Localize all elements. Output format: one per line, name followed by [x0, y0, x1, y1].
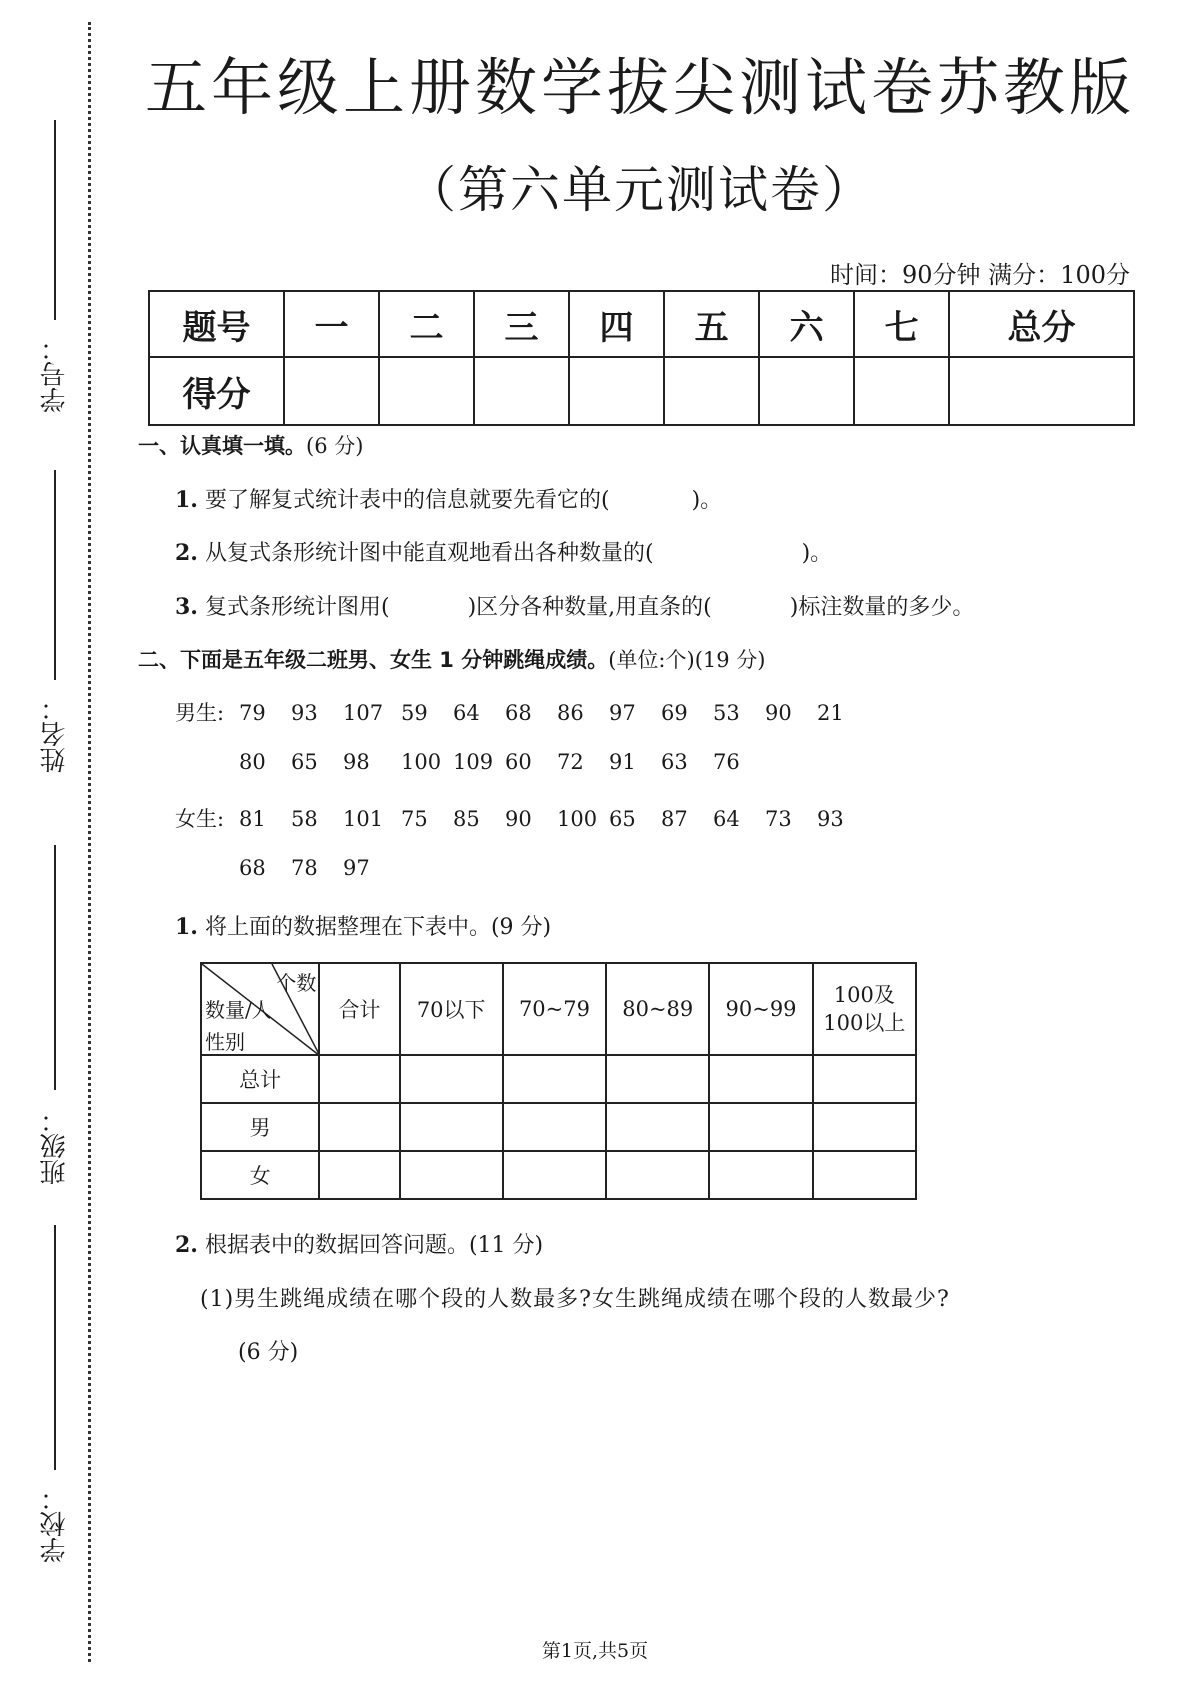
name-label: 姓名： — [40, 695, 70, 773]
score-header-cell: 三 — [474, 291, 569, 357]
data-value: 109 — [453, 750, 494, 774]
data-value: 73 — [765, 807, 792, 831]
data-value: 90 — [505, 807, 532, 831]
section-2-title: 二、下面是五年级二班男、女生 1 分钟跳绳成绩。 — [138, 648, 609, 672]
score-input-cell[interactable] — [759, 357, 854, 425]
tally-row — [201, 1055, 916, 1103]
tally-input-cell[interactable] — [503, 1151, 606, 1199]
tally-table — [200, 962, 917, 1200]
question-1-2 — [175, 536, 832, 567]
data-value: 93 — [291, 701, 318, 725]
question-text: 从复式条形统计图中能直观地看出各种数量的( — [204, 541, 654, 566]
score-header-row — [149, 291, 1134, 357]
tally-input-cell[interactable] — [319, 1103, 399, 1151]
score-input-cell[interactable] — [949, 357, 1134, 425]
data-value: 64 — [453, 701, 480, 725]
data-value: 98 — [343, 750, 370, 774]
tally-input-cell[interactable] — [606, 1103, 709, 1151]
girls-data-row-1 — [175, 803, 857, 833]
score-input-cell[interactable] — [664, 357, 759, 425]
question-text: (1)男生跳绳成绩在哪个段的人数最多?女生跳绳成绩在哪个段的人数最少? — [200, 1287, 950, 1312]
question-number: 3. — [175, 594, 198, 620]
tally-input-cell[interactable] — [709, 1103, 812, 1151]
data-value: 60 — [505, 750, 532, 774]
question-number: 1. — [175, 914, 198, 940]
col-header-line: 100及 — [833, 983, 895, 1007]
question-text: 要了解复式统计表中的信息就要先看它的( — [204, 488, 610, 513]
student-id-rule — [54, 120, 56, 320]
score-header-cell: 二 — [379, 291, 474, 357]
col-header-100-plus — [813, 963, 916, 1055]
student-id-label: 学号： — [40, 335, 70, 413]
question-number: 2. — [175, 540, 198, 566]
diag-label-gender: 性别 — [205, 1030, 245, 1054]
diag-label-count: 个数 — [276, 971, 317, 995]
data-value: 69 — [661, 701, 688, 725]
tally-input-cell[interactable] — [400, 1151, 503, 1199]
score-input-cell[interactable] — [379, 357, 474, 425]
data-value: 81 — [239, 807, 266, 831]
row-label: 女 — [201, 1151, 319, 1199]
tally-input-cell[interactable] — [606, 1055, 709, 1103]
data-value: 85 — [453, 807, 480, 831]
score-header-cell: 总分 — [949, 291, 1134, 357]
score-input-cell[interactable] — [854, 357, 949, 425]
score-input-cell[interactable] — [284, 357, 379, 425]
boys-data-row-1 — [175, 697, 857, 727]
row-label: 总计 — [201, 1055, 319, 1103]
score-input-cell[interactable] — [474, 357, 569, 425]
data-value: 65 — [609, 807, 636, 831]
data-value: 59 — [401, 701, 428, 725]
page-subtitle: （第六单元测试卷） — [406, 161, 874, 219]
score-table — [148, 290, 1135, 426]
data-value: 65 — [291, 750, 318, 774]
question-1-1 — [175, 483, 722, 514]
section-2-points: (单位:个)(19 分) — [608, 648, 766, 672]
question-2-2-1-points — [238, 1335, 298, 1366]
tally-input-cell[interactable] — [709, 1055, 812, 1103]
question-text: )。 — [691, 488, 723, 513]
data-value: 78 — [291, 856, 318, 880]
tally-input-cell[interactable] — [503, 1055, 606, 1103]
score-row — [149, 357, 1134, 425]
data-value: 76 — [713, 750, 740, 774]
tally-input-cell[interactable] — [813, 1151, 916, 1199]
tally-input-cell[interactable] — [400, 1055, 503, 1103]
question-2-2 — [175, 1228, 543, 1259]
boys-label: 男生: — [175, 701, 225, 725]
data-value: 63 — [661, 750, 688, 774]
data-value: 72 — [557, 750, 584, 774]
question-points: (6 分) — [238, 1340, 299, 1365]
class-rule — [54, 845, 56, 1090]
data-value: 97 — [609, 701, 636, 725]
school-rule — [54, 1225, 56, 1470]
section-2-heading — [138, 644, 765, 674]
col-header: 70以下 — [400, 963, 503, 1055]
diag-label-people: 数量/人 — [205, 998, 272, 1022]
question-text: )。 — [801, 541, 833, 566]
data-value: 75 — [401, 807, 428, 831]
question-text: 复式条形统计图用( — [204, 595, 390, 620]
tally-input-cell[interactable] — [606, 1151, 709, 1199]
data-value: 53 — [713, 701, 740, 725]
time-info: 时间：90分钟 满分：100分 — [830, 261, 1130, 289]
data-value: 87 — [661, 807, 688, 831]
class-field[interactable] — [14, 845, 74, 1185]
score-input-cell[interactable] — [569, 357, 664, 425]
data-value: 100 — [401, 750, 442, 774]
name-field[interactable] — [14, 470, 74, 773]
boys-data-row-2 — [239, 750, 753, 774]
question-text: 将上面的数据整理在下表中。(9 分) — [204, 915, 552, 940]
tally-input-cell[interactable] — [319, 1151, 399, 1199]
data-value: 91 — [609, 750, 636, 774]
diagonal-header-cell — [201, 963, 319, 1055]
data-value: 101 — [343, 807, 384, 831]
page-footer: 第1页,共5页 — [541, 1640, 649, 1662]
col-header: 合计 — [319, 963, 399, 1055]
tally-input-cell[interactable] — [503, 1103, 606, 1151]
score-row-label: 得分 — [149, 357, 284, 425]
data-value: 64 — [713, 807, 740, 831]
tally-row — [201, 1103, 916, 1151]
data-value: 107 — [343, 701, 384, 725]
binding-dotted-line — [88, 22, 91, 1662]
score-header-cell: 七 — [854, 291, 949, 357]
data-value: 86 — [557, 701, 584, 725]
section-1-heading — [138, 430, 363, 460]
tally-row — [201, 1151, 916, 1199]
tally-input-cell[interactable] — [709, 1151, 812, 1199]
score-header-cell: 五 — [664, 291, 759, 357]
question-text: )标注数量的多少。 — [789, 595, 975, 620]
question-1-3 — [175, 590, 974, 621]
school-label: 学校： — [40, 1485, 70, 1563]
student-id-field[interactable] — [14, 120, 74, 413]
data-value: 68 — [505, 701, 532, 725]
tally-input-cell[interactable] — [400, 1103, 503, 1151]
data-value: 100 — [557, 807, 598, 831]
data-value: 58 — [291, 807, 318, 831]
data-value: 97 — [343, 856, 370, 880]
col-header: 80~89 — [606, 963, 709, 1055]
tally-input-cell[interactable] — [813, 1055, 916, 1103]
girls-data-row-2 — [239, 856, 383, 880]
question-text: )区分各种数量,用直条的( — [467, 595, 712, 620]
tally-input-cell[interactable] — [319, 1055, 399, 1103]
row-label: 男 — [201, 1103, 319, 1151]
score-header-cell: 题号 — [149, 291, 284, 357]
data-value: 80 — [239, 750, 266, 774]
name-rule — [54, 470, 56, 680]
school-field[interactable] — [14, 1225, 74, 1563]
question-2-2-1 — [200, 1282, 950, 1313]
score-header-cell: 六 — [759, 291, 854, 357]
section-1-title: 一、认真填一填。 — [138, 434, 306, 458]
data-value: 79 — [239, 701, 266, 725]
data-value: 93 — [817, 807, 844, 831]
tally-input-cell[interactable] — [813, 1103, 916, 1151]
data-value: 68 — [239, 856, 266, 880]
score-header-cell: 一 — [284, 291, 379, 357]
girls-label: 女生: — [175, 807, 225, 831]
class-label: 班级： — [40, 1107, 70, 1185]
data-value: 21 — [817, 701, 844, 725]
question-number: 2. — [175, 1232, 198, 1258]
page-title: 五年级上册数学拔尖测试卷苏教版 — [144, 51, 1135, 124]
question-text: 根据表中的数据回答问题。(11 分) — [204, 1233, 544, 1258]
col-header-line: 100以上 — [823, 1011, 906, 1035]
score-header-cell: 四 — [569, 291, 664, 357]
tally-header-row — [201, 963, 916, 1055]
question-2-1 — [175, 910, 551, 941]
col-header: 70~79 — [503, 963, 606, 1055]
col-header: 90~99 — [709, 963, 812, 1055]
question-number: 1. — [175, 487, 198, 513]
data-value: 90 — [765, 701, 792, 725]
section-1-points: (6 分) — [306, 434, 364, 458]
